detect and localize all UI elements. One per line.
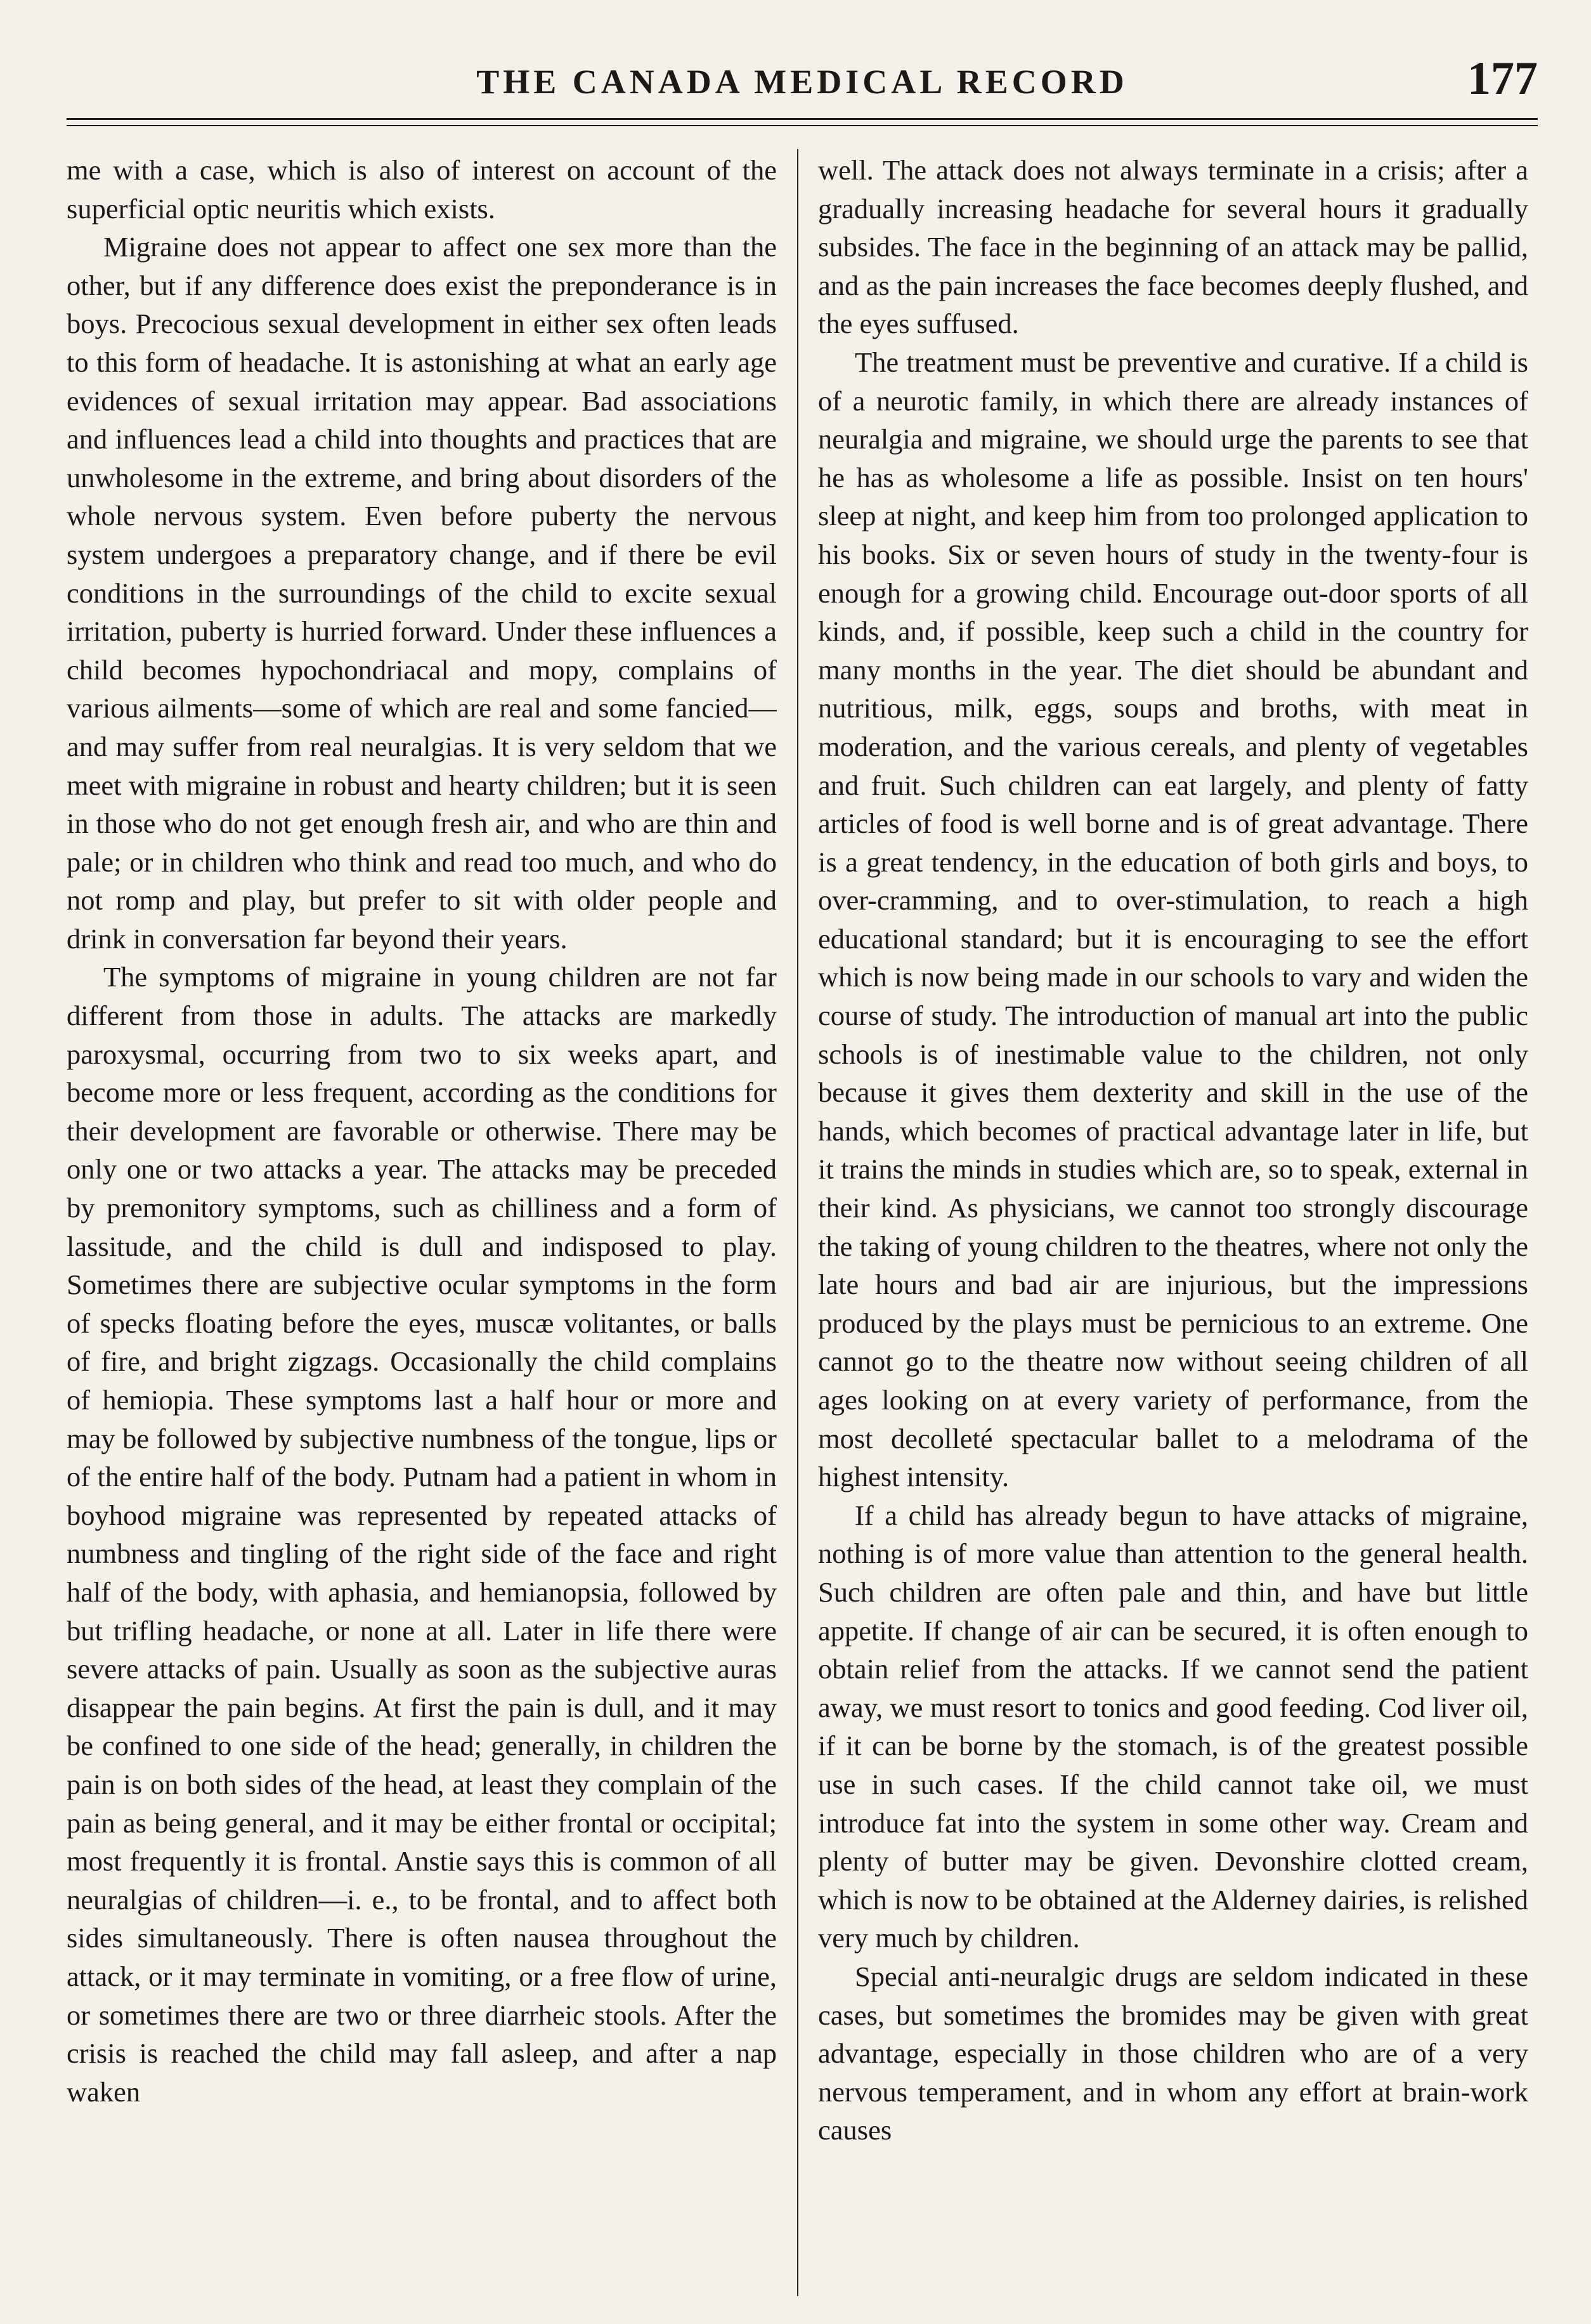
paragraph: Migraine does not appear to affect one sex more than the other, but if any difference does exist the preponderance is in boys. Precocious sexual development in either sex often leads to this form of headache. It is astonishing at what an early age evidences of sexual irritation may appear. Bad associations and influences lead a child into thoughts and practices that are unwholesome in the extreme, and bring about disorders of the whole nervous system. Even before puberty the nervous system undergoes a preparatory change, and if there be evil conditions in the surroundings of the child to excite sexual irritation, puberty is hurried forward. Under these influences a child becomes hypochondriacal and mopy, complains of various ailments—some of which are real and some fancied—and may suffer from real neuralgias. It is very seldom that we meet with migraine in robust and hearty children; but it is seen in those who do not get enough fresh air, and who are thin and pale; or in children who think and read too much, and who do not romp and play, but prefer to sit with older people and drink in conversation far beyond their years.	[67, 231, 777, 955]
page-number: 177	[1467, 53, 1538, 105]
right-column	[818, 151, 1528, 2295]
paragraph: me with a case, which is also of interest on account of the superficial optic neuritis which exists.	[67, 154, 777, 225]
paragraph: well. The attack does not always terminate in a crisis; after a gradually increasing headache for several hours it gradually subsides. The face in the beginning of an attack may be pallid, and as the pain increases the face becomes deeply flushed, and the eyes suffused.	[818, 154, 1528, 340]
paragraph: The symptoms of migraine in young children are not far different from those in adults. The attacks are markedly paroxysmal, occurring from two to six weeks apart, and become more or less frequent, according as the conditions for their development are favorable or otherwise. There may be only one or two attacks a year. The attacks may be preceded by premonitory symptoms, such as chilliness and a form of lassitude, and the child is dull and indisposed to play. Sometimes there are subjective ocular symptoms in the form of specks floating before the eyes, muscæ volitantes, or balls of fire, and bright zigzags. Occasionally the child complains of hemiopia. These symptoms last a half hour or more and may be followed by subjective numbness of the tongue, lips or of the entire half of the body. Putnam had a patient in whom in boyhood migraine was represented by repeated attacks of numbness and tingling of the right side of the face and right half of the body, with aphasia, and hemianopsia, followed by but trifling headache, or none at all. Later in life there were severe attacks of pain. Usually as soon as the subjective auras disappear the pain begins. At first the pain is dull, and it may be confined to one side of the head; generally, in children the pain is on both sides of the head, at least they complain of the pain as being general, and it may be either frontal or occipital; most frequently it is frontal. Anstie says this is common of all neuralgias of children—i. e., to be frontal, and to affect both sides simultaneously. There is often nausea throughout the attack, or it may terminate in vomiting, or a free flow of urine, or sometimes there are two or three diarrheic stools. After the crisis is reached the child may fall asleep, and after a nap waken	[67, 961, 777, 2108]
paragraph: Special anti-neuralgic drugs are seldom indicated in these cases, but sometimes the bromides may be given with great advantage, especially in those children who are of a very nervous temperament, and in whom any effort at brain-work causes	[818, 1960, 1528, 2146]
paragraph: If a child has already begun to have attacks of migraine, nothing is of more value than attention to the general health. Such children are often pale and thin, and have but little appetite. If change of air can be secured, it is often enough to obtain relief from the attacks. If we cannot send the patient away, we must resort to tonics and good feeding. Cod liver oil, if it can be borne by the stomach, is of the greatest possible use in such cases. If the child cannot take oil, we must introduce fat into the system in some other way. Cream and plenty of butter may be given. Devonshire clotted cream, which is now to be obtained at the Alderney dairies, is relished very much by children.	[818, 1499, 1528, 1954]
left-column	[67, 151, 777, 2295]
page-header	[67, 51, 1538, 114]
column-divider	[797, 149, 798, 2296]
header-rule-thin	[67, 125, 1538, 126]
paragraph: The treatment must be preventive and curative. If a child is of a neurotic family, in which there are already instances of neuralgia and migraine, we should urge the parents to see that he has as wholesome a life as possible. Insist on ten hours' sleep at night, and keep him from too prolonged application to his books. Six or seven hours of study in the twenty-four is enough for a growing child. Encourage out-door sports of all kinds, and, if possible, keep such a child in the country for many months in the year. The diet should be abundant and nutritious, milk, eggs, soups and broths, with meat in moderation, and the various cereals, and plenty of vegetables and fruit. Such children can eat largely, and plenty of fatty articles of food is well borne and is of great advantage. There is a great tendency, in the education of both girls and boys, to over-cramming, and to over-stimulation, to reach a high educational standard; but it is encouraging to see the effort which is now being made in our schools to vary and widen the course of study. The introduction of manual art into the public schools is of inestimable value to the children, not only because it gives them dexterity and skill in the use of the hands, which becomes of practical advantage later in life, but it trains the minds in studies which are, so to speak, external in their kind. As physicians, we cannot too strongly discourage the taking of young children to the theatres, where not only the late hours and bad air are injurious, but the impressions produced by the plays must be pernicious to an extreme. One cannot go to the theatre now without seeing children of all ages looking on at every variety of performance, from the most decolleté spectacular ballet to a melodrama of the highest intensity.	[818, 346, 1528, 1493]
running-head: THE CANADA MEDICAL RECORD	[476, 63, 1128, 101]
header-rule	[67, 118, 1538, 120]
